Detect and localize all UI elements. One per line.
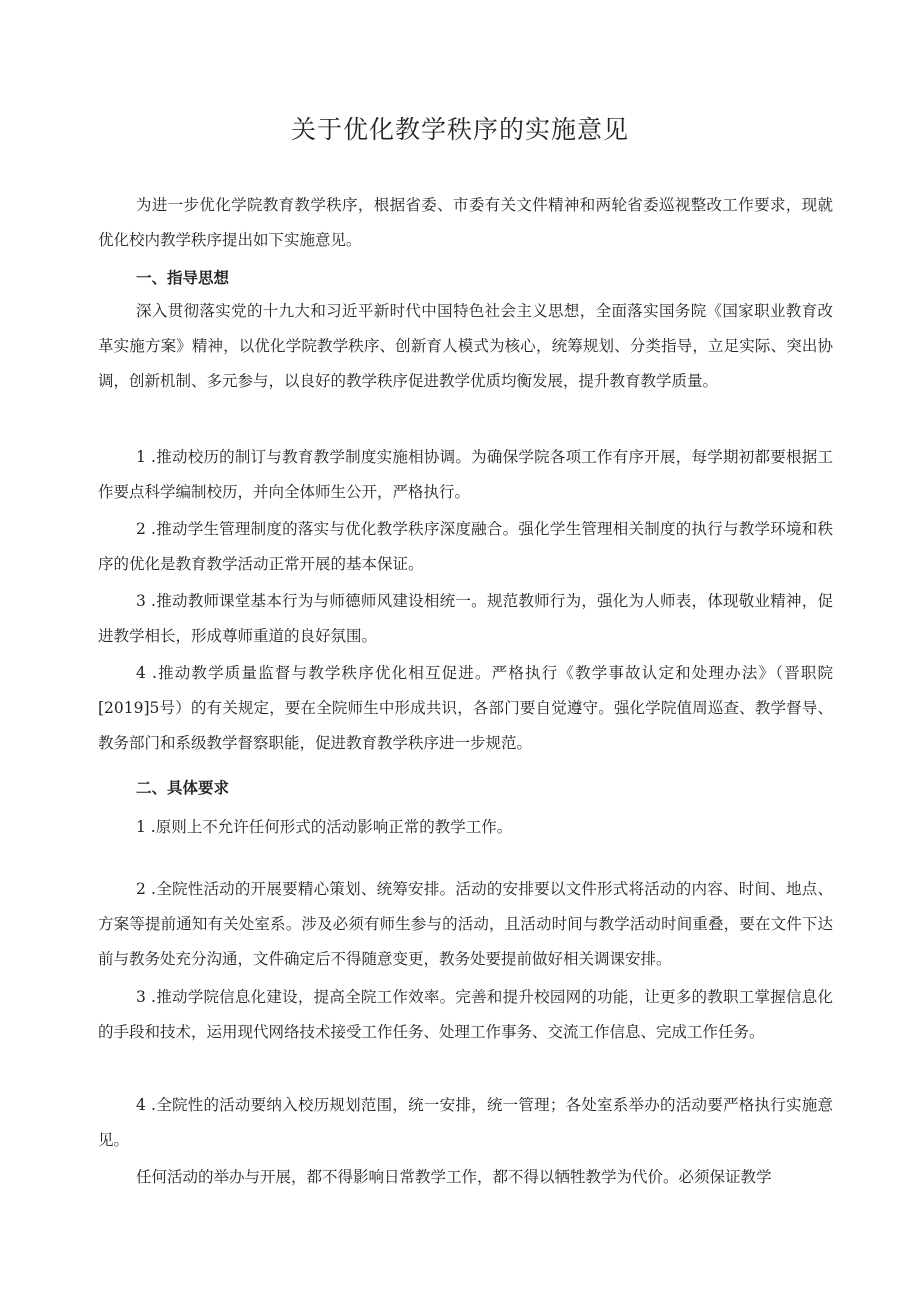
section2-item-3: 3 .推动学院信息化建设，提高全院工作效率。完善和提升校园网的功能，让更多的教职工掌握信息化的手段和技术，运用现代网络技术接受工作任务、处理工作事务、交流工作信息、完成工作任务。 (98, 988, 833, 1041)
section1-body-paragraph: 深入贯彻落实党的十九大和习近平新时代中国特色社会主义思想，全面落实国务院《国家职业教育改革实施方案》精神，以优化学院教学秩序、创新育人模式为核心，统筹规划、分类指导，立足实际、突出协调，创新机制、多元参与，以良好的教学秩序促进教学优质均衡发展，提升教育教学质量。 (98, 302, 833, 390)
section2-item-1: 1 .原则上不允许任何形式的活动影响正常的教学工作。 (136, 818, 513, 836)
section1-item-2: 2 .推动学生管理制度的落实与优化教学秩序深度融合。强化学生管理相关制度的执行与教学环境和秩序的优化是教育教学活动正常开展的基本保证。 (98, 520, 833, 573)
intro-paragraph: 为进一步优化学院教育教学秩序，根据省委、市委有关文件精神和两轮省委巡视整改工作要求，现就优化校内教学秩序提出如下实施意见。 (98, 196, 833, 249)
section-heading-specific-requirements: 二、具体要求 (136, 779, 230, 797)
section-heading-guiding-ideology: 一、指导思想 (136, 269, 230, 287)
document-title: 关于优化教学秩序的实施意见 (290, 115, 629, 144)
section1-item-1: 1 .推动校历的制订与教育教学制度实施相协调。为确保学院各项工作有序开展，每学期初都要根据工作要点科学编制校历，并向全体师生公开，严格执行。 (98, 448, 833, 501)
section1-item-4: 4 .推动教学质量监督与教学秩序优化相互促进。严格执行《教学事故认定和处理办法》（晋职院[2019]5号）的有关规定，要在全院师生中形成共识，各部门要自觉遵守。强化学院值周巡查、教学督导、教务部门和系级教学督察职能，促进教育教学秩序进一步规范。 (98, 664, 833, 752)
section2-item-4: 4 .全院性的活动要纳入校历规划范围，统一安排，统一管理；各处室系举办的活动要严格执行实施意见。 (98, 1096, 833, 1149)
section2-item-2: 2 .全院性活动的开展要精心策划、统筹安排。活动的安排要以文件形式将活动的内容、时间、地点、方案等提前通知有关处室系。涉及必须有师生参与的活动，且活动时间与教学活动时间重叠，要在文件下达前与教务处充分沟通，文件确定后不得随意变更，教务处要提前做好相关调课安排。 (98, 880, 833, 968)
section1-item-3: 3 .推动教师课堂基本行为与师德师风建设相统一。规范教师行为，强化为人师表，体现敬业精神，促进教学相长，形成尊师重道的良好氛围。 (98, 592, 833, 645)
section2-closing-paragraph: 任何活动的举办与开展，都不得影响日常教学工作，都不得以牺牲教学为代价。必须保证教学 (136, 1168, 772, 1186)
